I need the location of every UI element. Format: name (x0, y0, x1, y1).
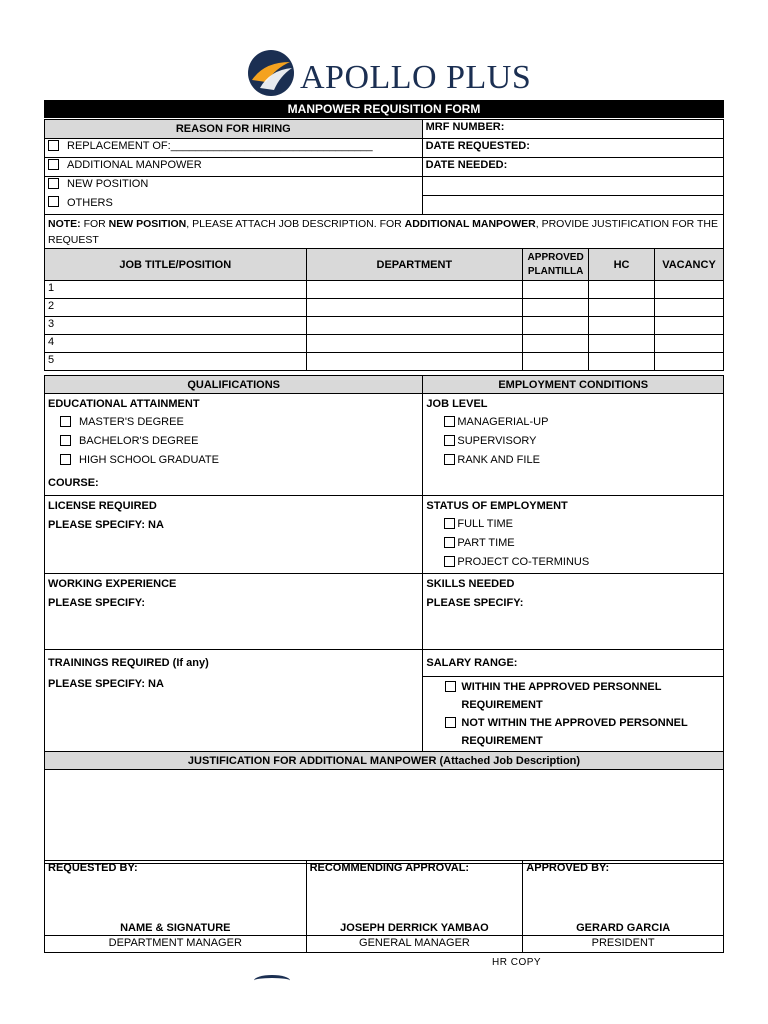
table-row (45, 299, 724, 317)
experience-label: WORKING EXPERIENCE (48, 578, 177, 590)
col-hc: HC (589, 249, 655, 281)
qualifications-header: QUALIFICATIONS (45, 376, 423, 394)
salary-options (423, 678, 723, 750)
trainings-label: TRAININGS REQUIRED (If any) (48, 657, 209, 669)
qualifications-section (44, 375, 724, 864)
row-number[interactable]: 3 (45, 317, 307, 335)
requested-by-label: REQUESTED BY: (48, 862, 138, 874)
col-approved-plantilla: APPROVED PLANTILLA (523, 249, 589, 281)
footer-logo-fragment (254, 975, 290, 986)
reason-new-position[interactable]: NEW POSITION (45, 177, 423, 196)
justification-field[interactable] (45, 770, 724, 864)
meta-blank-2[interactable] (422, 196, 723, 215)
option-within-approved-cont: REQUIREMENT (461, 699, 543, 711)
checkbox-bachelors[interactable] (60, 435, 71, 446)
experience-cell (45, 574, 423, 650)
col-department: DEPARTMENT (306, 249, 523, 281)
license-value[interactable]: PLEASE SPECIFY: NA (48, 519, 164, 531)
apollo-logo-icon (246, 48, 296, 98)
option-not-within-approved[interactable]: NOT WITHIN THE APPROVED PERSONNEL (445, 714, 723, 732)
reason-others[interactable]: OTHERS (45, 196, 423, 215)
recommending-title: GENERAL MANAGER (306, 936, 523, 953)
date-requested-field[interactable]: DATE REQUESTED: (422, 139, 723, 158)
requested-by-cell[interactable] (45, 861, 307, 936)
skills-cell (423, 574, 724, 650)
table-row (45, 317, 724, 335)
row-number[interactable]: 4 (45, 335, 307, 353)
option-supervisory[interactable]: SUPERVISORY (426, 432, 720, 451)
course-label[interactable]: COURSE: (48, 477, 99, 489)
skills-label: SKILLS NEEDED (426, 578, 515, 590)
approved-by-title: PRESIDENT (523, 936, 724, 953)
experience-value[interactable]: PLEASE SPECIFY: (48, 597, 145, 609)
skills-value[interactable]: PLEASE SPECIFY: (426, 597, 524, 609)
option-not-within-approved-cont: REQUIREMENT (461, 735, 543, 747)
job-table (44, 248, 724, 371)
copy-label: HR COPY (492, 957, 542, 968)
col-vacancy: VACANCY (654, 249, 723, 281)
date-needed-field[interactable]: DATE NEEDED: (422, 158, 723, 177)
row-number[interactable]: 1 (45, 281, 307, 299)
status-label: STATUS OF EMPLOYMENT (426, 500, 568, 512)
option-bachelors[interactable]: BACHELOR'S DEGREE (48, 432, 419, 451)
recommending-label: RECOMMENDING APPROVAL: (309, 862, 470, 874)
option-part-time[interactable]: PART TIME (426, 534, 720, 553)
employment-header: EMPLOYMENT CONDITIONS (423, 376, 724, 394)
company-logo (246, 46, 532, 98)
checkbox-full-time[interactable] (444, 518, 455, 529)
option-rank-file[interactable]: RANK AND FILE (426, 451, 720, 470)
checkbox-not-within-approved[interactable] (445, 717, 456, 728)
checkbox-supervisory[interactable] (444, 435, 455, 446)
trainings-value[interactable]: PLEASE SPECIFY: NA (48, 678, 164, 690)
justification-header: JUSTIFICATION FOR ADDITIONAL MANPOWER (Attached Job Description) (45, 752, 724, 770)
checkbox-rank-file[interactable] (444, 454, 455, 465)
job-level-cell (423, 394, 724, 496)
logo-wordmark: APOLLO PLUS (300, 59, 532, 96)
checkbox-high-school[interactable] (60, 454, 71, 465)
checkbox-new-position[interactable] (48, 178, 59, 189)
requested-by-name: NAME & SIGNATURE (120, 922, 231, 934)
row-number[interactable]: 5 (45, 353, 307, 371)
trainings-cell (45, 650, 423, 752)
table-row (45, 281, 724, 299)
checkbox-part-time[interactable] (444, 537, 455, 548)
job-level-label: JOB LEVEL (426, 398, 488, 410)
col-job-title: JOB TITLE/POSITION (45, 249, 307, 281)
table-row (45, 335, 724, 353)
status-cell (423, 496, 724, 574)
table-row (45, 353, 724, 371)
checkbox-managerial[interactable] (444, 416, 455, 427)
meta-blank-1[interactable] (422, 177, 723, 196)
salary-cell (423, 650, 724, 752)
option-within-approved[interactable]: WITHIN THE APPROVED PERSONNEL (445, 678, 723, 696)
reason-replacement[interactable]: REPLACEMENT OF:_________________________________ (45, 139, 423, 158)
option-high-school[interactable]: HIGH SCHOOL GRADUATE (48, 451, 419, 470)
requested-by-title: DEPARTMENT MANAGER (45, 936, 307, 953)
checkbox-masters[interactable] (60, 416, 71, 427)
license-label: LICENSE REQUIRED (48, 500, 157, 512)
mrf-number-field[interactable]: MRF NUMBER: (422, 120, 723, 139)
recommending-cell[interactable] (306, 861, 523, 936)
license-cell (45, 496, 423, 574)
option-masters[interactable]: MASTER'S DEGREE (48, 413, 419, 432)
education-cell (45, 394, 423, 496)
row-number[interactable]: 2 (45, 299, 307, 317)
education-label: EDUCATIONAL ATTAINMENT (48, 398, 200, 410)
option-full-time[interactable]: FULL TIME (426, 515, 720, 534)
reason-additional[interactable]: ADDITIONAL MANPOWER (45, 158, 423, 177)
option-coterminus[interactable]: PROJECT CO-TERMINUS (426, 553, 720, 572)
reason-header: REASON FOR HIRING (45, 120, 423, 139)
signature-section (44, 860, 724, 953)
reason-section (44, 119, 724, 250)
checkbox-additional-manpower[interactable] (48, 159, 59, 170)
recommending-name: JOSEPH DERRICK YAMBAO (340, 922, 489, 934)
form-title: MANPOWER REQUISITION FORM (44, 100, 724, 118)
note-text: NOTE: FOR NEW POSITION, PLEASE ATTACH JOB DESCRIPTION. FOR ADDITIONAL MANPOWER, PROVIDE JUSTIFICATION FOR THE REQUEST (45, 215, 724, 250)
approved-by-label: APPROVED BY: (526, 862, 610, 874)
salary-label: SALARY RANGE: (423, 650, 723, 677)
approved-by-name: GERARD GARCIA (576, 922, 671, 934)
option-managerial[interactable]: MANAGERIAL-UP (426, 413, 720, 432)
approved-by-cell[interactable] (523, 861, 724, 936)
checkbox-replacement[interactable] (48, 140, 59, 151)
checkbox-others[interactable] (48, 196, 59, 207)
checkbox-coterminus[interactable] (444, 556, 455, 567)
checkbox-within-approved[interactable] (445, 681, 456, 692)
